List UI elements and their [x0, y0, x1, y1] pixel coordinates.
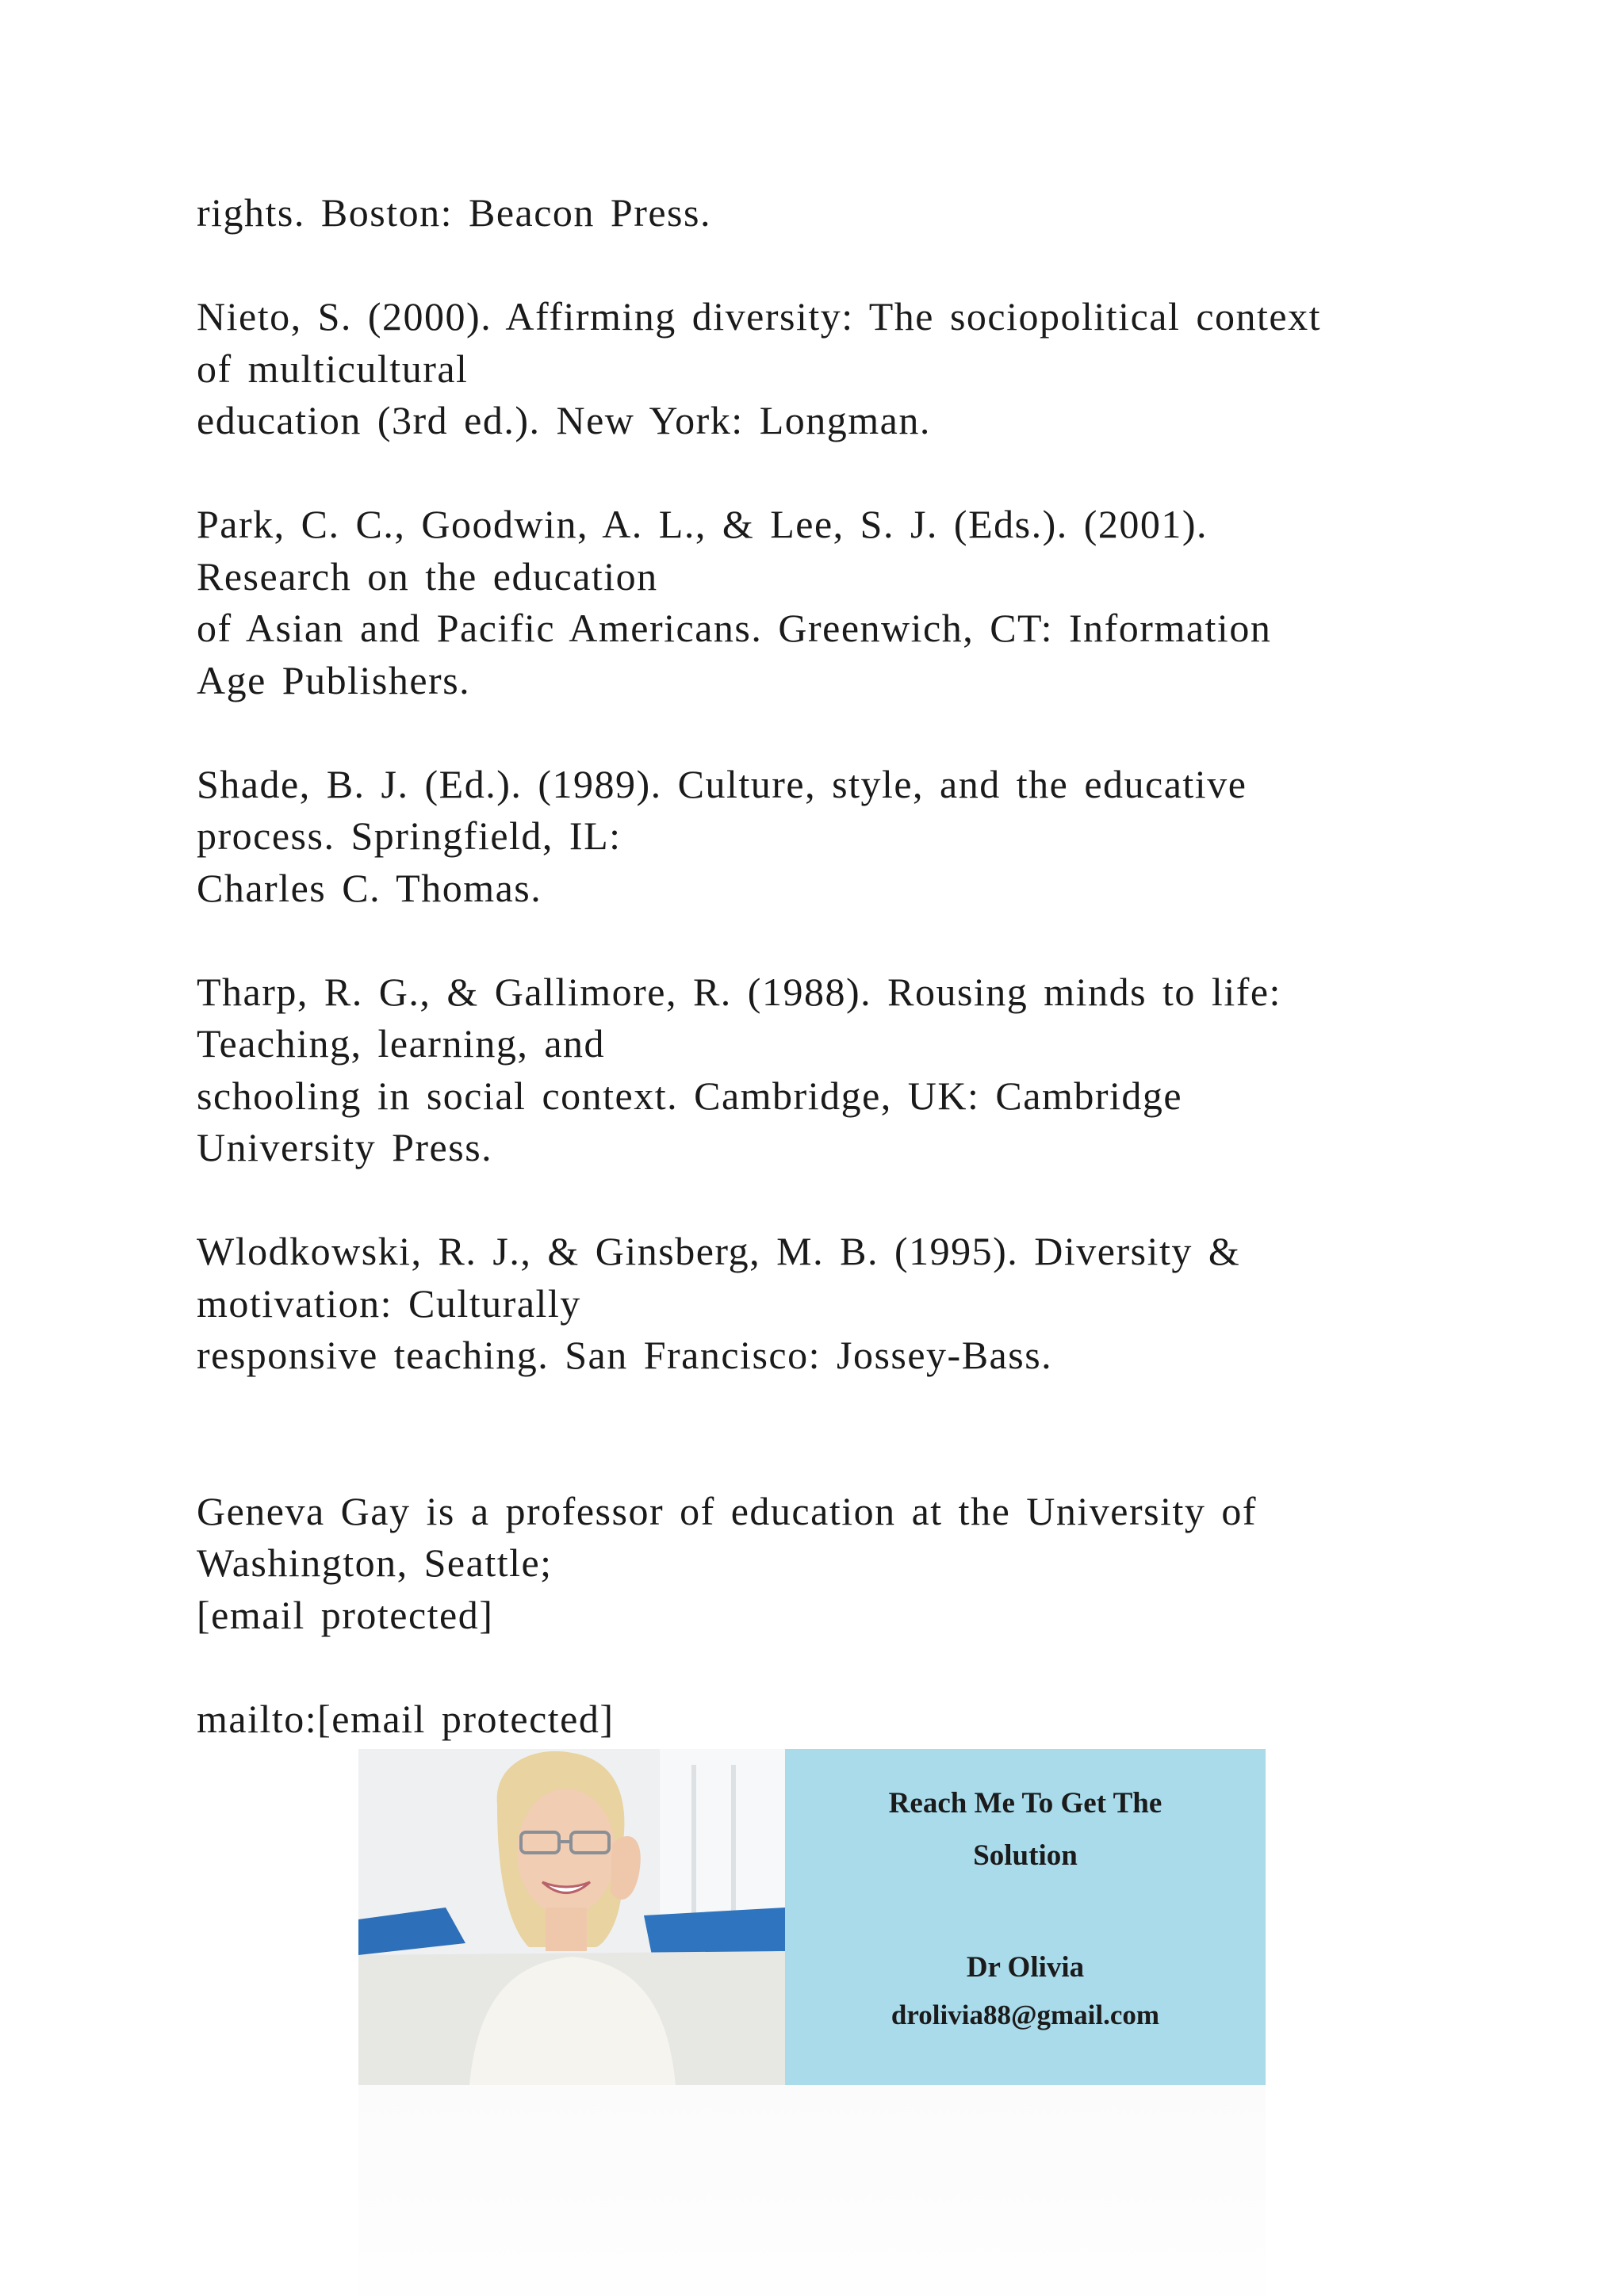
- author-bio-line: Geneva Gay is a professor of education at the University of: [197, 1488, 1258, 1533]
- reference-line: University Press.: [197, 1125, 493, 1169]
- promo-heading: [785, 1777, 1266, 1882]
- promo-heading-line: Solution: [973, 1839, 1078, 1872]
- contact-name: Dr Olivia: [966, 1951, 1085, 1984]
- reference-line: Research on the education: [197, 553, 658, 599]
- mailto-link[interactable]: mailto:[email protected]: [197, 1696, 615, 1741]
- reference-line: of Asian and Pacific Americans. Greenwich, CT: Information: [197, 606, 1272, 650]
- reference-line: Tharp, R. G., & Gallimore, R. (1988). Rousing minds to life:: [197, 969, 1281, 1014]
- reference-list: [197, 187, 1513, 1745]
- author-bio-line: Washington, Seattle;: [197, 1540, 553, 1585]
- promo-panel: [785, 1749, 1266, 2085]
- reference-line: Age Publishers.: [197, 657, 471, 702]
- reference-line: Shade, B. J. (Ed.). (1989). Culture, style, and the educative: [197, 761, 1247, 806]
- reference-line: education (3rd ed.). New York: Longman.: [197, 398, 931, 442]
- reference-line: Nieto, S. (2000). Affirming diversity: The sociopolitical context: [197, 294, 1322, 339]
- reference-line: responsive teaching. San Francisco: Jossey-Bass.: [197, 1333, 1053, 1377]
- contact-email[interactable]: drolivia88@gmail.com: [891, 1999, 1160, 2030]
- reference-line: motivation: Culturally: [197, 1280, 581, 1326]
- reference-line: rights. Boston: Beacon Press.: [197, 190, 711, 235]
- reference-line: Teaching, learning, and: [197, 1021, 606, 1066]
- image-bottom-area: [358, 2085, 1266, 2296]
- reference-line: schooling in social context. Cambridge, UK: Cambridge: [197, 1073, 1183, 1118]
- reference-line: process. Springfield, IL:: [197, 813, 622, 858]
- contact-banner: [358, 1749, 1266, 2085]
- reference-line: Park, C. C., Goodwin, A. L., & Lee, S. J. (Eds.). (2001).: [197, 502, 1208, 546]
- reference-line: of multicultural: [197, 346, 469, 391]
- promo-heading-line: Reach Me To Get The: [888, 1787, 1162, 1820]
- reference-line: Charles C. Thomas.: [197, 865, 542, 910]
- reference-line: Wlodkowski, R. J., & Ginsberg, M. B. (1995). Diversity &: [197, 1229, 1241, 1273]
- woman-portrait-photo: [358, 1749, 785, 2085]
- email-link[interactable]: [email protected]: [197, 1592, 494, 1637]
